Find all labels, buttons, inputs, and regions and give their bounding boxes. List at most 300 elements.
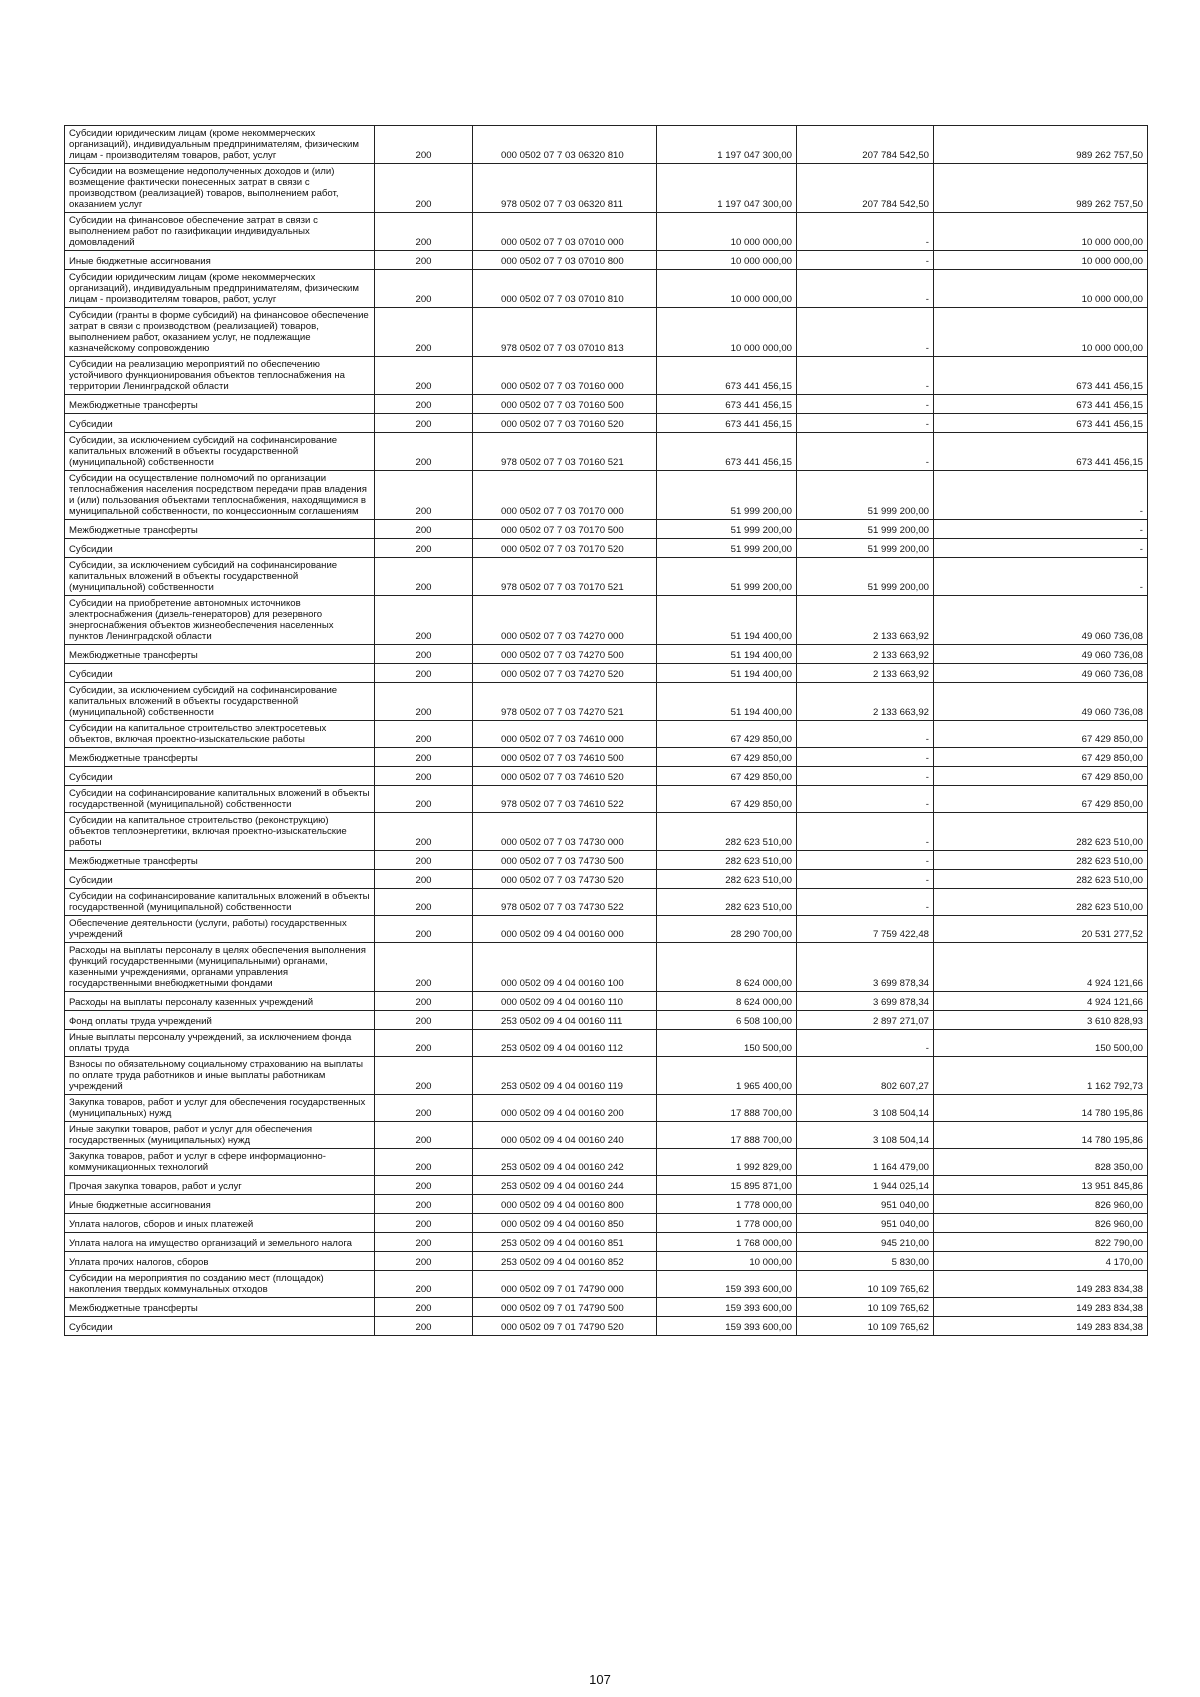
row-name: Субсидии bbox=[65, 539, 375, 558]
row-executed: - bbox=[797, 870, 934, 889]
row-code: 200 bbox=[375, 748, 473, 767]
row-name: Уплата налогов, сборов и иных платежей bbox=[65, 1214, 375, 1233]
table-row bbox=[65, 1149, 1148, 1176]
row-code: 200 bbox=[375, 992, 473, 1011]
row-approved: 51 999 200,00 bbox=[657, 539, 797, 558]
row-unexecuted: 989 262 757,50 bbox=[934, 126, 1148, 164]
row-approved: 10 000 000,00 bbox=[657, 308, 797, 357]
table-row bbox=[65, 1214, 1148, 1233]
row-code: 200 bbox=[375, 721, 473, 748]
row-approved: 282 623 510,00 bbox=[657, 870, 797, 889]
row-kbk: 978 0502 07 7 03 07010 813 bbox=[473, 308, 657, 357]
row-approved: 67 429 850,00 bbox=[657, 767, 797, 786]
row-approved: 51 194 400,00 bbox=[657, 596, 797, 645]
row-approved: 673 441 456,15 bbox=[657, 414, 797, 433]
row-kbk: 000 0502 07 7 03 07010 800 bbox=[473, 251, 657, 270]
row-approved: 10 000,00 bbox=[657, 1252, 797, 1271]
row-kbk: 000 0502 07 7 03 74730 000 bbox=[473, 813, 657, 851]
row-approved: 282 623 510,00 bbox=[657, 889, 797, 916]
row-name: Расходы на выплаты персоналу казенных учреждений bbox=[65, 992, 375, 1011]
row-executed: 51 999 200,00 bbox=[797, 471, 934, 520]
table-row bbox=[65, 1122, 1148, 1149]
table-row bbox=[65, 1176, 1148, 1195]
table-row bbox=[65, 721, 1148, 748]
row-code: 200 bbox=[375, 414, 473, 433]
row-kbk: 000 0502 07 7 03 74730 500 bbox=[473, 851, 657, 870]
row-executed: 945 210,00 bbox=[797, 1233, 934, 1252]
row-executed: - bbox=[797, 357, 934, 395]
row-name: Субсидии юридическим лицам (кроме некоммерческих организаций), индивидуальным предпринимателям, физическим лицам - производителям товаров, работ, услуг bbox=[65, 270, 375, 308]
row-executed: 1 944 025,14 bbox=[797, 1176, 934, 1195]
row-approved: 67 429 850,00 bbox=[657, 721, 797, 748]
row-executed: 1 164 479,00 bbox=[797, 1149, 934, 1176]
row-unexecuted: 67 429 850,00 bbox=[934, 721, 1148, 748]
table-row bbox=[65, 767, 1148, 786]
row-code: 200 bbox=[375, 645, 473, 664]
row-executed: 2 133 663,92 bbox=[797, 683, 934, 721]
row-kbk: 000 0502 07 7 03 74610 500 bbox=[473, 748, 657, 767]
row-unexecuted: 10 000 000,00 bbox=[934, 308, 1148, 357]
row-unexecuted: 1 162 792,73 bbox=[934, 1057, 1148, 1095]
row-executed: 951 040,00 bbox=[797, 1214, 934, 1233]
row-approved: 51 999 200,00 bbox=[657, 558, 797, 596]
row-kbk: 000 0502 09 4 04 00160 000 bbox=[473, 916, 657, 943]
row-unexecuted: 673 441 456,15 bbox=[934, 395, 1148, 414]
row-approved: 1 768 000,00 bbox=[657, 1233, 797, 1252]
row-executed: - bbox=[797, 851, 934, 870]
row-code: 200 bbox=[375, 520, 473, 539]
row-unexecuted: 149 283 834,38 bbox=[934, 1271, 1148, 1298]
row-approved: 10 000 000,00 bbox=[657, 213, 797, 251]
row-kbk: 978 0502 07 7 03 74610 522 bbox=[473, 786, 657, 813]
row-approved: 17 888 700,00 bbox=[657, 1122, 797, 1149]
table-row bbox=[65, 1233, 1148, 1252]
row-kbk: 000 0502 07 7 03 07010 810 bbox=[473, 270, 657, 308]
row-approved: 1 965 400,00 bbox=[657, 1057, 797, 1095]
row-kbk: 000 0502 07 7 03 74270 500 bbox=[473, 645, 657, 664]
row-code: 200 bbox=[375, 916, 473, 943]
row-code: 200 bbox=[375, 1271, 473, 1298]
table-row bbox=[65, 786, 1148, 813]
row-code: 200 bbox=[375, 1057, 473, 1095]
row-code: 200 bbox=[375, 395, 473, 414]
row-kbk: 978 0502 07 7 03 74730 522 bbox=[473, 889, 657, 916]
table-row bbox=[65, 1252, 1148, 1271]
table-row bbox=[65, 471, 1148, 520]
row-approved: 1 197 047 300,00 bbox=[657, 126, 797, 164]
row-unexecuted: 149 283 834,38 bbox=[934, 1317, 1148, 1336]
row-unexecuted: 673 441 456,15 bbox=[934, 433, 1148, 471]
row-unexecuted: 67 429 850,00 bbox=[934, 767, 1148, 786]
row-kbk: 000 0502 07 7 03 70170 520 bbox=[473, 539, 657, 558]
row-approved: 8 624 000,00 bbox=[657, 943, 797, 992]
row-approved: 15 895 871,00 bbox=[657, 1176, 797, 1195]
row-approved: 1 778 000,00 bbox=[657, 1214, 797, 1233]
row-name: Субсидии на капитальное строительство (реконструкцию) объектов теплоэнергетики, включая проектно-изыскательские работы bbox=[65, 813, 375, 851]
row-executed: - bbox=[797, 414, 934, 433]
row-executed: - bbox=[797, 270, 934, 308]
row-unexecuted: 150 500,00 bbox=[934, 1030, 1148, 1057]
row-approved: 282 623 510,00 bbox=[657, 851, 797, 870]
row-code: 200 bbox=[375, 870, 473, 889]
row-code: 200 bbox=[375, 1011, 473, 1030]
row-unexecuted: 826 960,00 bbox=[934, 1214, 1148, 1233]
row-code: 200 bbox=[375, 270, 473, 308]
row-approved: 51 194 400,00 bbox=[657, 645, 797, 664]
table-row bbox=[65, 414, 1148, 433]
row-name: Субсидии на капитальное строительство электросетевых объектов, включая проектно-изыскательские работы bbox=[65, 721, 375, 748]
row-executed: - bbox=[797, 748, 934, 767]
row-name: Иные бюджетные ассигнования bbox=[65, 1195, 375, 1214]
table-row bbox=[65, 164, 1148, 213]
row-kbk: 978 0502 07 7 03 06320 811 bbox=[473, 164, 657, 213]
row-executed: - bbox=[797, 395, 934, 414]
row-unexecuted: 3 610 828,93 bbox=[934, 1011, 1148, 1030]
row-code: 200 bbox=[375, 1030, 473, 1057]
row-kbk: 253 0502 09 4 04 00160 112 bbox=[473, 1030, 657, 1057]
row-kbk: 000 0502 07 7 03 70160 520 bbox=[473, 414, 657, 433]
table-row bbox=[65, 943, 1148, 992]
row-code: 200 bbox=[375, 308, 473, 357]
row-approved: 10 000 000,00 bbox=[657, 251, 797, 270]
table-row bbox=[65, 683, 1148, 721]
row-executed: 2 133 663,92 bbox=[797, 645, 934, 664]
row-approved: 67 429 850,00 bbox=[657, 786, 797, 813]
table-row bbox=[65, 270, 1148, 308]
row-name: Субсидии на реализацию мероприятий по обеспечению устойчивого функционирования объектов теплоснабжения на территории Ленинградской области bbox=[65, 357, 375, 395]
row-name: Субсидии на приобретение автономных источников электроснабжения (дизель-генераторов) для резервного энергоснабжения объектов жизнеобеспечения населенных пунктов Ленинградской области bbox=[65, 596, 375, 645]
row-kbk: 978 0502 07 7 03 74270 521 bbox=[473, 683, 657, 721]
row-name: Субсидии на финансовое обеспечение затрат в связи с выполнением работ по газификации индивидуальных домовладений bbox=[65, 213, 375, 251]
row-kbk: 253 0502 09 4 04 00160 851 bbox=[473, 1233, 657, 1252]
row-code: 200 bbox=[375, 943, 473, 992]
row-executed: 51 999 200,00 bbox=[797, 558, 934, 596]
row-kbk: 253 0502 09 4 04 00160 852 bbox=[473, 1252, 657, 1271]
row-approved: 17 888 700,00 bbox=[657, 1095, 797, 1122]
table-row bbox=[65, 889, 1148, 916]
table-row bbox=[65, 1030, 1148, 1057]
row-unexecuted: 149 283 834,38 bbox=[934, 1298, 1148, 1317]
row-executed: 2 133 663,92 bbox=[797, 596, 934, 645]
row-unexecuted: 826 960,00 bbox=[934, 1195, 1148, 1214]
row-code: 200 bbox=[375, 1233, 473, 1252]
row-approved: 51 194 400,00 bbox=[657, 664, 797, 683]
row-name: Закупка товаров, работ и услуг для обеспечения государственных (муниципальных) нужд bbox=[65, 1095, 375, 1122]
row-code: 200 bbox=[375, 767, 473, 786]
table-body bbox=[65, 126, 1148, 1336]
table-row bbox=[65, 251, 1148, 270]
row-kbk: 000 0502 07 7 03 70160 000 bbox=[473, 357, 657, 395]
row-unexecuted: 282 623 510,00 bbox=[934, 870, 1148, 889]
row-executed: - bbox=[797, 251, 934, 270]
table-row bbox=[65, 596, 1148, 645]
row-name: Межбюджетные трансферты bbox=[65, 520, 375, 539]
row-name: Фонд оплаты труда учреждений bbox=[65, 1011, 375, 1030]
row-kbk: 253 0502 09 4 04 00160 111 bbox=[473, 1011, 657, 1030]
row-approved: 28 290 700,00 bbox=[657, 916, 797, 943]
row-approved: 673 441 456,15 bbox=[657, 395, 797, 414]
row-kbk: 978 0502 07 7 03 70170 521 bbox=[473, 558, 657, 596]
row-code: 200 bbox=[375, 1176, 473, 1195]
row-name: Субсидии bbox=[65, 664, 375, 683]
row-kbk: 000 0502 07 7 03 07010 000 bbox=[473, 213, 657, 251]
row-approved: 673 441 456,15 bbox=[657, 433, 797, 471]
row-unexecuted: 989 262 757,50 bbox=[934, 164, 1148, 213]
row-unexecuted: 4 924 121,66 bbox=[934, 992, 1148, 1011]
row-kbk: 000 0502 07 7 03 74270 520 bbox=[473, 664, 657, 683]
row-executed: 5 830,00 bbox=[797, 1252, 934, 1271]
row-executed: - bbox=[797, 433, 934, 471]
row-name: Субсидии на возмещение недополученных доходов и (или) возмещение фактически понесенных затрат в связи с производством (реализацией) товаров, выполнением работ, оказанием услуг bbox=[65, 164, 375, 213]
row-executed: 3 699 878,34 bbox=[797, 992, 934, 1011]
row-name: Субсидии на мероприятия по созданию мест (площадок) накопления твердых коммунальных отходов bbox=[65, 1271, 375, 1298]
row-approved: 159 393 600,00 bbox=[657, 1298, 797, 1317]
row-executed: 10 109 765,62 bbox=[797, 1271, 934, 1298]
row-unexecuted: - bbox=[934, 558, 1148, 596]
table-row bbox=[65, 992, 1148, 1011]
row-executed: - bbox=[797, 767, 934, 786]
row-code: 200 bbox=[375, 786, 473, 813]
row-kbk: 000 0502 09 7 01 74790 500 bbox=[473, 1298, 657, 1317]
row-executed: 3 108 504,14 bbox=[797, 1122, 934, 1149]
table-row bbox=[65, 1298, 1148, 1317]
row-kbk: 000 0502 07 7 03 74610 520 bbox=[473, 767, 657, 786]
row-executed: - bbox=[797, 786, 934, 813]
row-unexecuted: 14 780 195,86 bbox=[934, 1122, 1148, 1149]
row-kbk: 978 0502 07 7 03 70160 521 bbox=[473, 433, 657, 471]
row-name: Межбюджетные трансферты bbox=[65, 645, 375, 664]
row-kbk: 000 0502 09 4 04 00160 200 bbox=[473, 1095, 657, 1122]
table-row bbox=[65, 357, 1148, 395]
row-executed: 207 784 542,50 bbox=[797, 126, 934, 164]
table-row bbox=[65, 395, 1148, 414]
row-kbk: 000 0502 09 7 01 74790 000 bbox=[473, 1271, 657, 1298]
table-row bbox=[65, 870, 1148, 889]
row-code: 200 bbox=[375, 357, 473, 395]
row-unexecuted: 10 000 000,00 bbox=[934, 270, 1148, 308]
row-name: Уплата прочих налогов, сборов bbox=[65, 1252, 375, 1271]
row-unexecuted: 67 429 850,00 bbox=[934, 748, 1148, 767]
row-kbk: 000 0502 07 7 03 06320 810 bbox=[473, 126, 657, 164]
table-row bbox=[65, 308, 1148, 357]
row-code: 200 bbox=[375, 126, 473, 164]
row-name: Взносы по обязательному социальному страхованию на выплаты по оплате труда работников и иные выплаты работникам учреждений bbox=[65, 1057, 375, 1095]
row-code: 200 bbox=[375, 558, 473, 596]
row-executed: - bbox=[797, 213, 934, 251]
row-code: 200 bbox=[375, 251, 473, 270]
table-row bbox=[65, 1317, 1148, 1336]
row-code: 200 bbox=[375, 164, 473, 213]
row-name: Субсидии bbox=[65, 414, 375, 433]
page-number: 107 bbox=[589, 1672, 611, 1687]
row-unexecuted: 10 000 000,00 bbox=[934, 213, 1148, 251]
row-executed: 802 607,27 bbox=[797, 1057, 934, 1095]
row-executed: 10 109 765,62 bbox=[797, 1298, 934, 1317]
row-kbk: 253 0502 09 4 04 00160 242 bbox=[473, 1149, 657, 1176]
row-unexecuted: 49 060 736,08 bbox=[934, 664, 1148, 683]
row-code: 200 bbox=[375, 1298, 473, 1317]
row-kbk: 000 0502 07 7 03 70170 000 bbox=[473, 471, 657, 520]
row-code: 200 bbox=[375, 596, 473, 645]
row-unexecuted: 49 060 736,08 bbox=[934, 683, 1148, 721]
row-name: Субсидии, за исключением субсидий на софинансирование капитальных вложений в объекты государственной (муниципальной) собственности bbox=[65, 433, 375, 471]
row-approved: 51 999 200,00 bbox=[657, 520, 797, 539]
row-executed: 951 040,00 bbox=[797, 1195, 934, 1214]
table-row bbox=[65, 1011, 1148, 1030]
row-approved: 159 393 600,00 bbox=[657, 1317, 797, 1336]
row-approved: 282 623 510,00 bbox=[657, 813, 797, 851]
row-unexecuted: - bbox=[934, 520, 1148, 539]
row-code: 200 bbox=[375, 1149, 473, 1176]
row-unexecuted: 282 623 510,00 bbox=[934, 813, 1148, 851]
row-name: Субсидии на софинансирование капитальных вложений в объекты государственной (муниципальной) собственности bbox=[65, 889, 375, 916]
row-approved: 150 500,00 bbox=[657, 1030, 797, 1057]
row-executed: 51 999 200,00 bbox=[797, 539, 934, 558]
table-row bbox=[65, 916, 1148, 943]
row-code: 200 bbox=[375, 1195, 473, 1214]
row-code: 200 bbox=[375, 889, 473, 916]
row-unexecuted: - bbox=[934, 471, 1148, 520]
row-approved: 8 624 000,00 bbox=[657, 992, 797, 1011]
table-row bbox=[65, 126, 1148, 164]
row-approved: 6 508 100,00 bbox=[657, 1011, 797, 1030]
row-kbk: 000 0502 07 7 03 74610 000 bbox=[473, 721, 657, 748]
row-unexecuted: 828 350,00 bbox=[934, 1149, 1148, 1176]
row-unexecuted: 4 170,00 bbox=[934, 1252, 1148, 1271]
row-executed: 3 699 878,34 bbox=[797, 943, 934, 992]
row-unexecuted: 49 060 736,08 bbox=[934, 596, 1148, 645]
row-kbk: 000 0502 07 7 03 70160 500 bbox=[473, 395, 657, 414]
row-name: Иные бюджетные ассигнования bbox=[65, 251, 375, 270]
row-approved: 67 429 850,00 bbox=[657, 748, 797, 767]
row-kbk: 000 0502 09 4 04 00160 110 bbox=[473, 992, 657, 1011]
row-name: Субсидии bbox=[65, 870, 375, 889]
row-approved: 1 778 000,00 bbox=[657, 1195, 797, 1214]
row-code: 200 bbox=[375, 1214, 473, 1233]
table-row bbox=[65, 433, 1148, 471]
row-name: Межбюджетные трансферты bbox=[65, 748, 375, 767]
row-kbk: 000 0502 09 4 04 00160 100 bbox=[473, 943, 657, 992]
row-approved: 51 194 400,00 bbox=[657, 683, 797, 721]
row-approved: 51 999 200,00 bbox=[657, 471, 797, 520]
row-executed: 3 108 504,14 bbox=[797, 1095, 934, 1122]
row-name: Межбюджетные трансферты bbox=[65, 395, 375, 414]
row-code: 200 bbox=[375, 851, 473, 870]
row-unexecuted: 14 780 195,86 bbox=[934, 1095, 1148, 1122]
table-row bbox=[65, 520, 1148, 539]
row-approved: 1 992 829,00 bbox=[657, 1149, 797, 1176]
budget-execution-table bbox=[64, 125, 1148, 1336]
row-kbk: 000 0502 09 4 04 00160 240 bbox=[473, 1122, 657, 1149]
row-name: Уплата налога на имущество организаций и земельного налога bbox=[65, 1233, 375, 1252]
row-name: Закупка товаров, работ и услуг в сфере информационно-коммуникационных технологий bbox=[65, 1149, 375, 1176]
row-code: 200 bbox=[375, 213, 473, 251]
row-kbk: 253 0502 09 4 04 00160 119 bbox=[473, 1057, 657, 1095]
row-executed: 2 133 663,92 bbox=[797, 664, 934, 683]
row-unexecuted: 282 623 510,00 bbox=[934, 851, 1148, 870]
row-executed: 207 784 542,50 bbox=[797, 164, 934, 213]
row-name: Межбюджетные трансферты bbox=[65, 851, 375, 870]
row-unexecuted: 10 000 000,00 bbox=[934, 251, 1148, 270]
table-row bbox=[65, 1057, 1148, 1095]
row-code: 200 bbox=[375, 433, 473, 471]
row-name: Расходы на выплаты персоналу в целях обеспечения выполнения функций государственными (муниципальными) органами, казенными учреждениями, органами управления государственными внебюджетными фондами bbox=[65, 943, 375, 992]
row-name: Субсидии, за исключением субсидий на софинансирование капитальных вложений в объекты государственной (муниципальной) собственности bbox=[65, 558, 375, 596]
row-name: Обеспечение деятельности (услуги, работы) государственных учреждений bbox=[65, 916, 375, 943]
row-unexecuted: 673 441 456,15 bbox=[934, 357, 1148, 395]
row-kbk: 253 0502 09 4 04 00160 244 bbox=[473, 1176, 657, 1195]
table-row bbox=[65, 213, 1148, 251]
row-name: Иные выплаты персоналу учреждений, за исключением фонда оплаты труда bbox=[65, 1030, 375, 1057]
row-unexecuted: 13 951 845,86 bbox=[934, 1176, 1148, 1195]
row-kbk: 000 0502 07 7 03 70170 500 bbox=[473, 520, 657, 539]
table-row bbox=[65, 851, 1148, 870]
row-name: Субсидии bbox=[65, 1317, 375, 1336]
row-code: 200 bbox=[375, 1317, 473, 1336]
row-name: Прочая закупка товаров, работ и услуг bbox=[65, 1176, 375, 1195]
table-row bbox=[65, 539, 1148, 558]
table-row bbox=[65, 813, 1148, 851]
row-name: Иные закупки товаров, работ и услуг для обеспечения государственных (муниципальных) нужд bbox=[65, 1122, 375, 1149]
row-approved: 159 393 600,00 bbox=[657, 1271, 797, 1298]
row-approved: 673 441 456,15 bbox=[657, 357, 797, 395]
table-row bbox=[65, 558, 1148, 596]
row-unexecuted: 4 924 121,66 bbox=[934, 943, 1148, 992]
row-executed: 51 999 200,00 bbox=[797, 520, 934, 539]
row-kbk: 000 0502 09 4 04 00160 850 bbox=[473, 1214, 657, 1233]
row-executed: 10 109 765,62 bbox=[797, 1317, 934, 1336]
row-code: 200 bbox=[375, 471, 473, 520]
row-executed: - bbox=[797, 308, 934, 357]
row-name: Субсидии, за исключением субсидий на софинансирование капитальных вложений в объекты государственной (муниципальной) собственности bbox=[65, 683, 375, 721]
row-executed: - bbox=[797, 1030, 934, 1057]
row-unexecuted: 822 790,00 bbox=[934, 1233, 1148, 1252]
row-executed: - bbox=[797, 889, 934, 916]
row-approved: 1 197 047 300,00 bbox=[657, 164, 797, 213]
table-row bbox=[65, 748, 1148, 767]
row-name: Субсидии bbox=[65, 767, 375, 786]
row-unexecuted: 67 429 850,00 bbox=[934, 786, 1148, 813]
row-kbk: 000 0502 07 7 03 74730 520 bbox=[473, 870, 657, 889]
row-unexecuted: 49 060 736,08 bbox=[934, 645, 1148, 664]
row-executed: 7 759 422,48 bbox=[797, 916, 934, 943]
row-executed: 2 897 271,07 bbox=[797, 1011, 934, 1030]
row-executed: - bbox=[797, 813, 934, 851]
row-executed: - bbox=[797, 721, 934, 748]
row-code: 200 bbox=[375, 813, 473, 851]
row-name: Субсидии (гранты в форме субсидий) на финансовое обеспечение затрат в связи с производством (реализацией) товаров, выполнением работ, оказанием услуг, не подлежащие казначейскому сопровождению bbox=[65, 308, 375, 357]
row-code: 200 bbox=[375, 539, 473, 558]
table-row bbox=[65, 645, 1148, 664]
row-code: 200 bbox=[375, 1252, 473, 1271]
row-unexecuted: 673 441 456,15 bbox=[934, 414, 1148, 433]
row-code: 200 bbox=[375, 683, 473, 721]
row-kbk: 000 0502 07 7 03 74270 000 bbox=[473, 596, 657, 645]
table-row bbox=[65, 1095, 1148, 1122]
row-name: Субсидии на софинансирование капитальных вложений в объекты государственной (муниципальной) собственности bbox=[65, 786, 375, 813]
row-name: Межбюджетные трансферты bbox=[65, 1298, 375, 1317]
row-code: 200 bbox=[375, 664, 473, 683]
row-name: Субсидии юридическим лицам (кроме некоммерческих организаций), индивидуальным предпринимателям, физическим лицам - производителям товаров, работ, услуг bbox=[65, 126, 375, 164]
row-kbk: 000 0502 09 7 01 74790 520 bbox=[473, 1317, 657, 1336]
table-row bbox=[65, 1271, 1148, 1298]
row-approved: 10 000 000,00 bbox=[657, 270, 797, 308]
row-kbk: 000 0502 09 4 04 00160 800 bbox=[473, 1195, 657, 1214]
table-row bbox=[65, 664, 1148, 683]
row-code: 200 bbox=[375, 1095, 473, 1122]
row-code: 200 bbox=[375, 1122, 473, 1149]
table-row bbox=[65, 1195, 1148, 1214]
